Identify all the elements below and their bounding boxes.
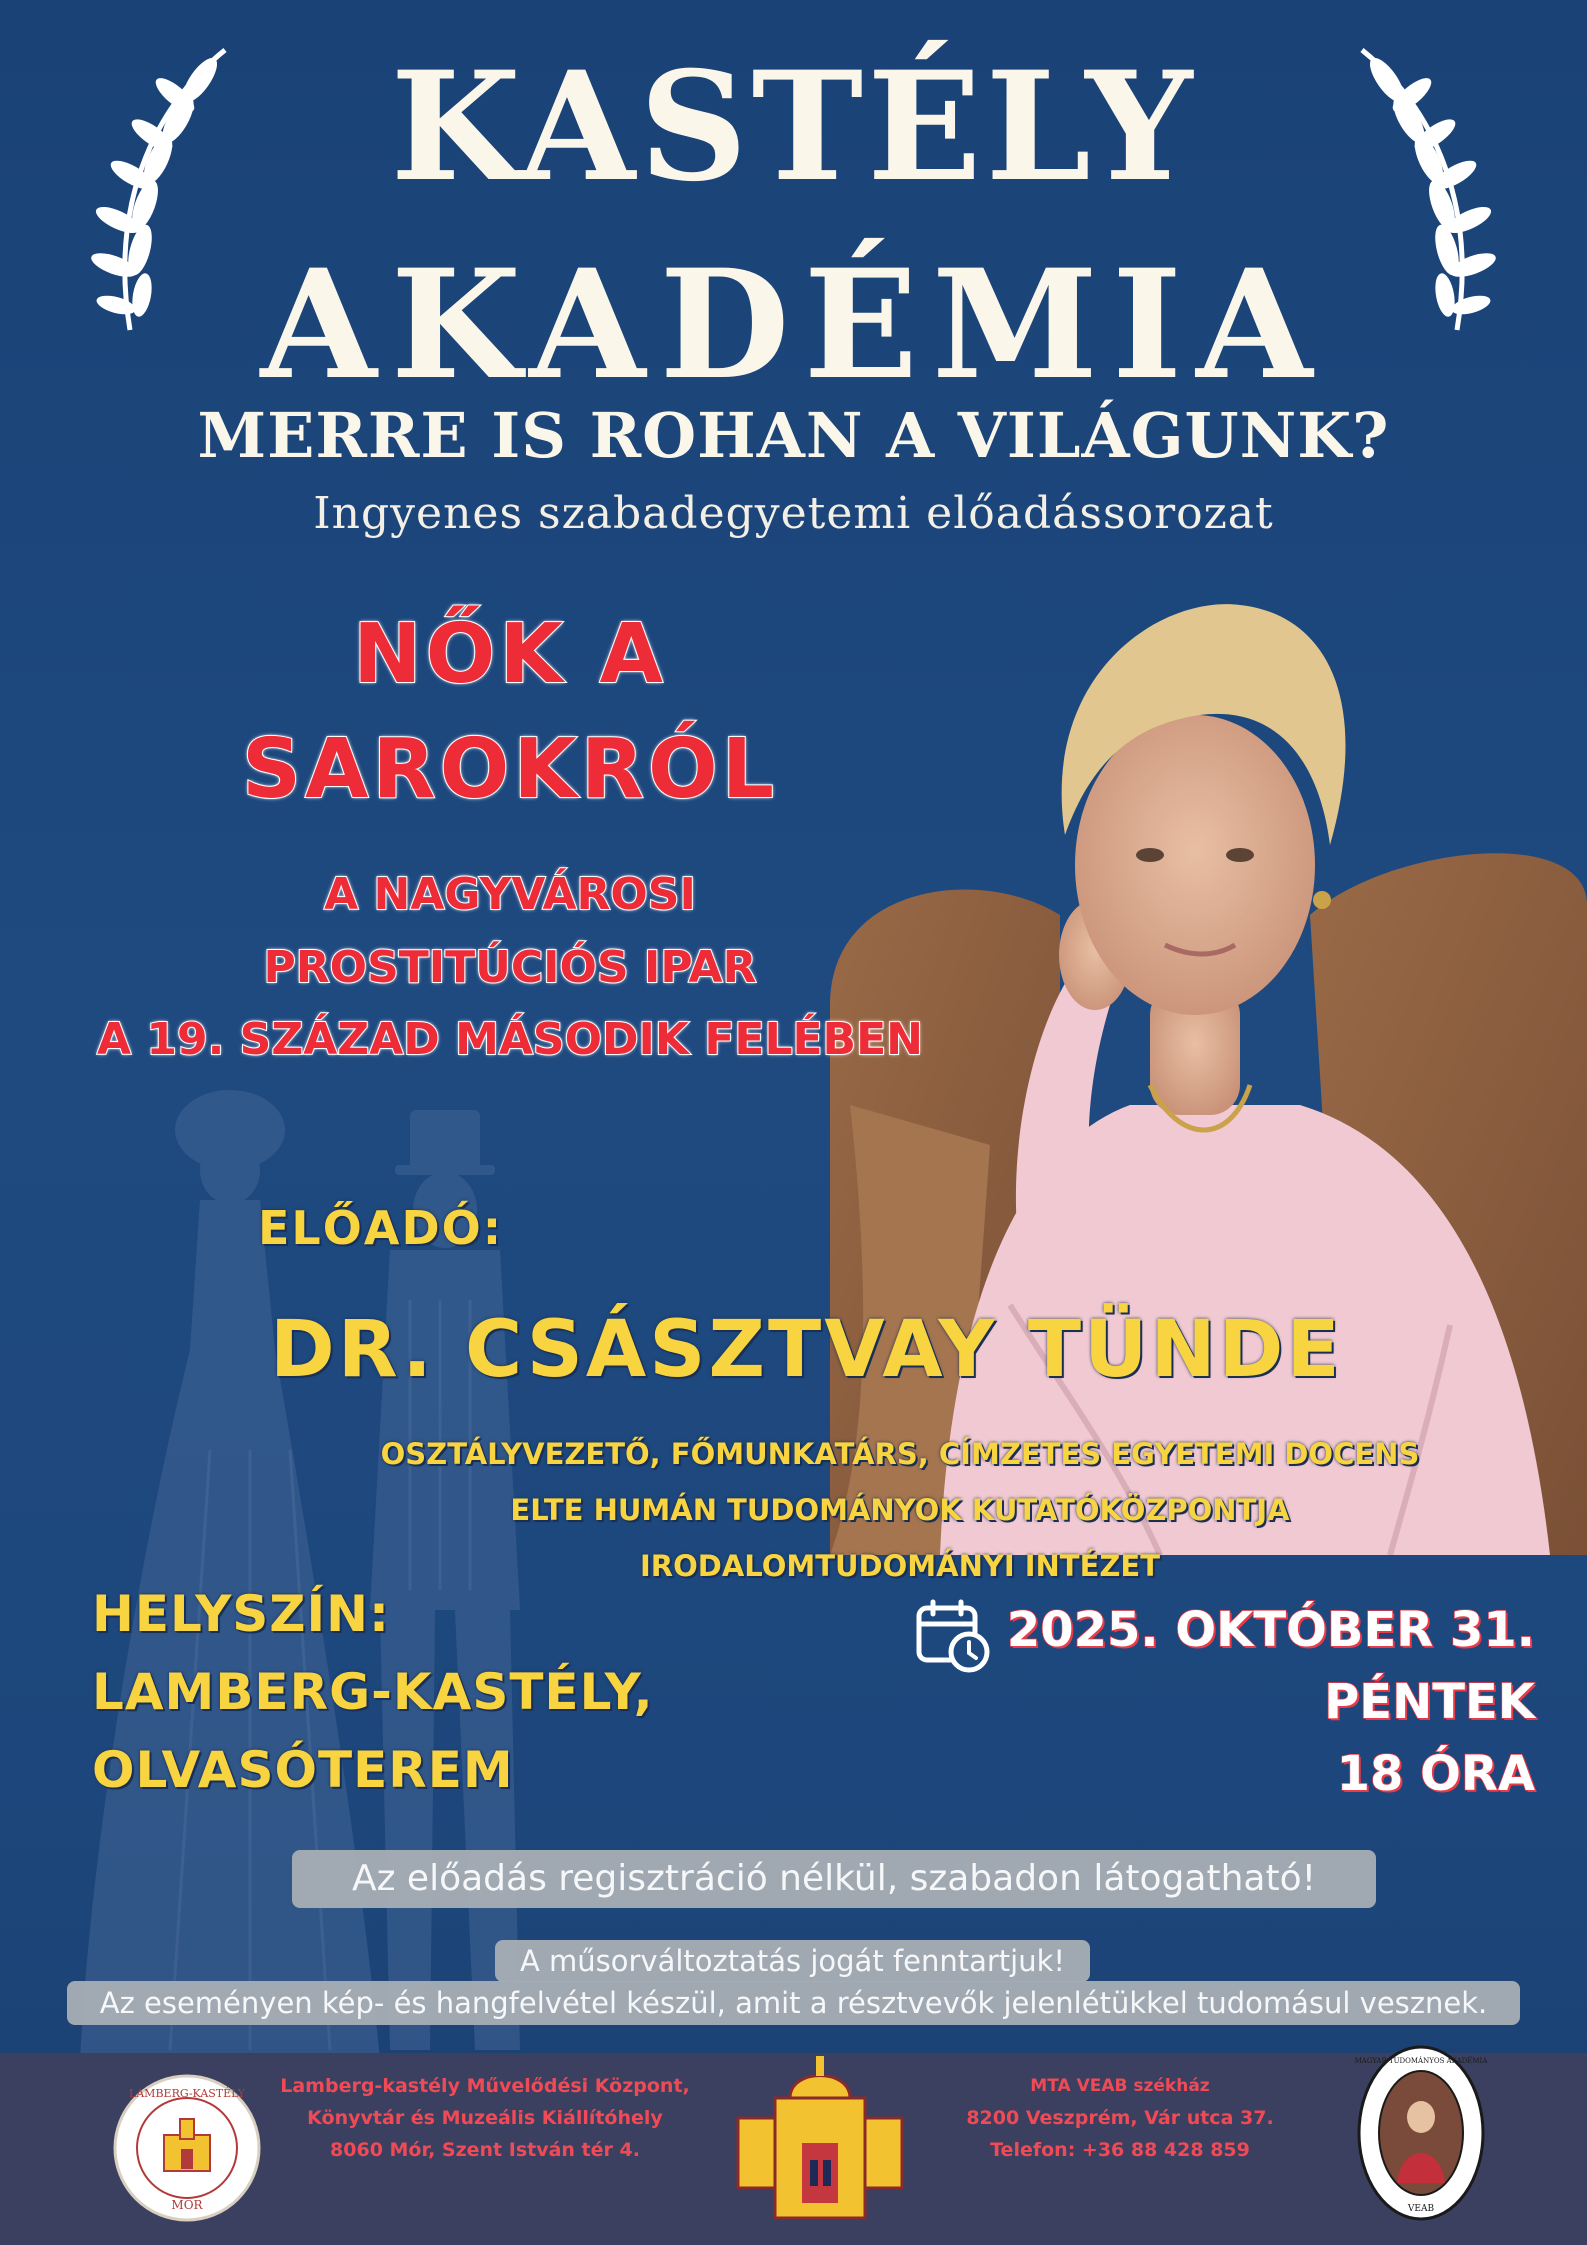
lamberg-kastely-logo [112, 2073, 262, 2223]
castle-crest-logo [730, 2048, 910, 2228]
speaker-role-line1: OSZTÁLYVEZETŐ, FŐMUNKATÁRS, CÍMZETES EGYETEMI DOCENS [380, 1437, 1420, 1471]
location-room: OLVASÓTEREM [92, 1741, 514, 1799]
lecture-subtitle-line3: A 19. SZÁZAD MÁSODIK FELÉBEN [97, 1014, 923, 1065]
lecture-title-line1: NŐK A [353, 607, 667, 702]
footer-right-line2: 8200 Veszprém, Vár utca 37. [966, 2107, 1274, 2129]
logo-right-text-bottom: VEAB [1407, 2204, 1435, 2214]
mta-veab-logo [1355, 2043, 1487, 2223]
logo-right-text-top: MAGYAR TUDOMÁNYOS AKADÉMIA [1355, 2057, 1487, 2065]
logo-left-text-bottom: MÓR [171, 2198, 203, 2212]
program-change-notice: A műsorváltoztatás jogát fenntartjuk! [495, 1940, 1090, 1982]
speaker-name: DR. CSÁSZTVAY TÜNDE [270, 1305, 1343, 1395]
footer-left-line3: 8060 Mór, Szent István tér 4. [330, 2139, 640, 2161]
speaker-role-line3: IRODALOMTUDOMÁNYI INTÉZET [639, 1549, 1161, 1583]
footer-left-line1: Lamberg-kastély Művelődési Központ, [280, 2075, 690, 2097]
poster-title-line2: AKADÉMIA [260, 237, 1327, 413]
event-time: 18 ÓRA [1336, 1746, 1535, 1802]
calendar-clock-icon [915, 1598, 991, 1674]
speaker-label: ELŐADÓ: [258, 1201, 504, 1255]
lecture-title-line2: SAROKRÓL [241, 722, 778, 817]
footer-right-address [940, 2070, 1300, 2166]
lecture-subtitle-line1: A NAGYVÁROSI [324, 869, 696, 920]
event-date: 2025. OKTÓBER 31. [1006, 1602, 1535, 1658]
recording-notice: Az eseményen kép- és hangfelvétel készül, amit a résztvevők jelenlétükkel tudomásul vesznek. [67, 1981, 1520, 2025]
footer-left-address [265, 2070, 705, 2166]
speaker-photo [830, 585, 1587, 1555]
event-day: PÉNTEK [1324, 1674, 1535, 1730]
lecture-subtitle-line2: PROSTITÚCIÓS IPAR [263, 942, 757, 993]
footer-left-line2: Könyvtár és Muzeális Kiállítóhely [307, 2107, 663, 2129]
free-entry-notice: Az előadás regisztráció nélkül, szabadon látogatható! [292, 1850, 1376, 1908]
speaker-role-line2: ELTE HUMÁN TUDOMÁNYOK KUTATÓKÖZPONTJA [510, 1493, 1290, 1527]
poster-subtitle: MERRE IS ROHAN A VILÁGUNK? [197, 399, 1390, 472]
footer-right-line1: MTA VEAB székház [1030, 2076, 1210, 2096]
poster-title-line1: KASTÉLY [390, 39, 1197, 215]
poster-tagline: Ingyenes szabadegyetemi előadássorozat [313, 488, 1274, 539]
location-venue: LAMBERG-KASTÉLY, [92, 1663, 654, 1721]
footer-right-line3: Telefon: +36 88 428 859 [990, 2139, 1250, 2161]
logo-left-text-top: LAMBERG-KASTÉLY [128, 2087, 246, 2100]
location-label: HELYSZÍN: [92, 1585, 390, 1643]
